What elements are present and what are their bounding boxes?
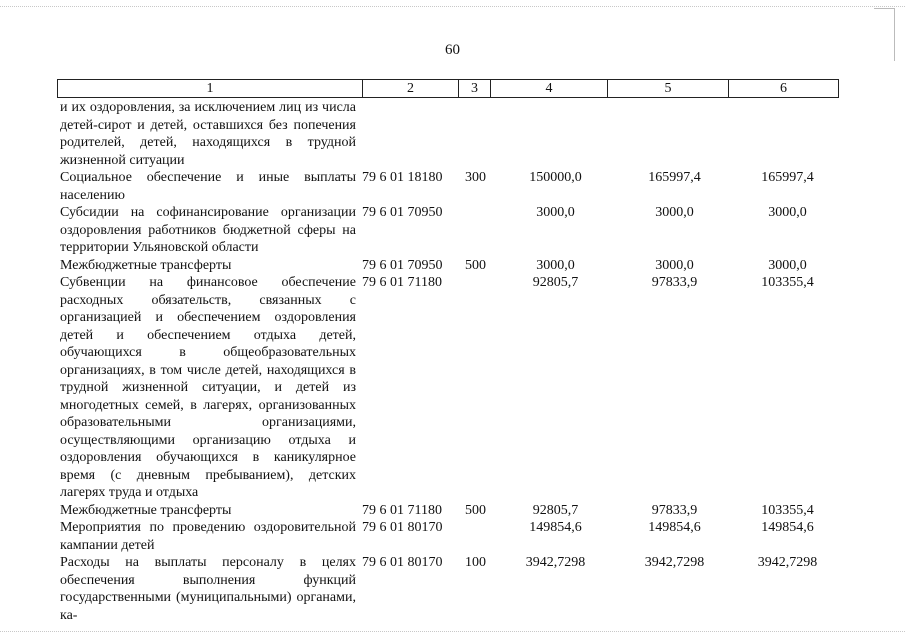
row-name: Субвенции на финансовое обеспечение расходных обязательств, связанных с организацией и обеспечением оздоровления детей и обеспечением отдыха детей, обучающихся в общеобразовательных организациях, в том числе детей, находящихся в трудной жизненной ситуации, и детей из многодетных семей, в лагерях, организованных образовательными организациями, осуществляющими организацию отдыха и оздоровления обучающихся в каникулярное время (с дневным пребыванием), детских лагерях труда и отдыха <box>60 275 356 500</box>
table-row <box>60 169 840 204</box>
row-value-4: 149854,6 <box>529 520 582 535</box>
scan-edge-top <box>0 6 905 8</box>
scan-edge-bottom <box>0 631 905 633</box>
table-row <box>60 502 840 520</box>
row-code: 79 6 01 18180 <box>362 170 443 185</box>
header-col-5: 5 <box>608 80 729 97</box>
row-type: 100 <box>465 555 486 570</box>
row-name: и их оздоровления, за исключением лиц из числа детей-сирот и детей, оставшихся без попечения родителей, детей, находящихся в трудной жизненной ситуации <box>60 100 356 168</box>
row-value-6: 3000,0 <box>768 205 807 220</box>
table-row <box>60 554 840 624</box>
row-type <box>465 204 497 257</box>
row-value-6: 149854,6 <box>761 520 814 535</box>
row-value-4: 92805,7 <box>532 275 579 290</box>
row-type: 500 <box>465 257 486 273</box>
row-name: Субсидии на софинансирование организации оздоровления работников бюджетной сферы на территории Ульяновской области <box>60 205 356 255</box>
header-col-2: 2 <box>363 80 459 97</box>
row-code: 79 6 01 71180 <box>362 275 442 290</box>
row-value-5: 165997,4 <box>648 170 701 185</box>
header-col-4: 4 <box>491 80 608 97</box>
row-type: 500 <box>465 502 486 518</box>
row-code: 79 6 01 71180 <box>362 502 442 518</box>
row-code <box>362 99 465 169</box>
row-value-4: 150000,0 <box>529 170 582 185</box>
row-value-6: 165997,4 <box>761 170 814 185</box>
row-value-4: 3000,0 <box>536 257 575 273</box>
row-name: Мероприятия по проведению оздоровительной кампании детей <box>60 520 356 553</box>
table-body <box>60 99 840 624</box>
table-row <box>60 99 840 169</box>
table-header <box>57 79 839 98</box>
table-row <box>60 519 840 554</box>
row-code: 79 6 01 80170 <box>362 520 443 535</box>
row-type <box>465 519 497 554</box>
table-row <box>60 274 840 502</box>
row-code: 79 6 01 70950 <box>362 257 443 273</box>
row-value-6: 103355,4 <box>761 275 814 290</box>
row-code: 79 6 01 70950 <box>362 205 443 220</box>
row-name: Межбюджетные трансферты <box>60 257 232 273</box>
row-name: Межбюджетные трансферты <box>60 502 232 518</box>
row-type <box>465 274 497 502</box>
row-value-6 <box>735 99 840 169</box>
row-name: Расходы на выплаты персоналу в целях обеспечения выполнения функций государственными (муниципальными) органами, ка- <box>60 555 356 623</box>
header-col-1: 1 <box>58 80 363 97</box>
row-value-4: 3942,7298 <box>525 555 586 570</box>
row-value-5: 3000,0 <box>655 205 694 220</box>
table-row <box>60 204 840 257</box>
row-value-4: 3000,0 <box>536 205 575 220</box>
row-value-5 <box>614 99 735 169</box>
row-value-5: 149854,6 <box>648 520 701 535</box>
row-value-5: 3942,7298 <box>644 555 705 570</box>
row-code: 79 6 01 80170 <box>362 555 443 570</box>
header-col-3: 3 <box>459 80 491 97</box>
row-name: Социальное обеспечение и иные выплаты населению <box>60 170 356 203</box>
row-type: 300 <box>465 170 486 185</box>
page-number: 60 <box>445 42 460 58</box>
row-value-4 <box>497 99 614 169</box>
row-value-6: 3000,0 <box>768 257 807 273</box>
row-value-5: 97833,9 <box>651 275 698 290</box>
row-value-6: 3942,7298 <box>757 555 818 570</box>
row-value-4: 92805,7 <box>532 502 579 518</box>
row-value-5: 3000,0 <box>655 257 694 273</box>
header-col-6: 6 <box>780 81 787 96</box>
row-value-6: 103355,4 <box>761 502 814 518</box>
row-type <box>465 99 497 169</box>
table-row <box>60 257 840 275</box>
row-value-5: 97833,9 <box>651 502 698 518</box>
